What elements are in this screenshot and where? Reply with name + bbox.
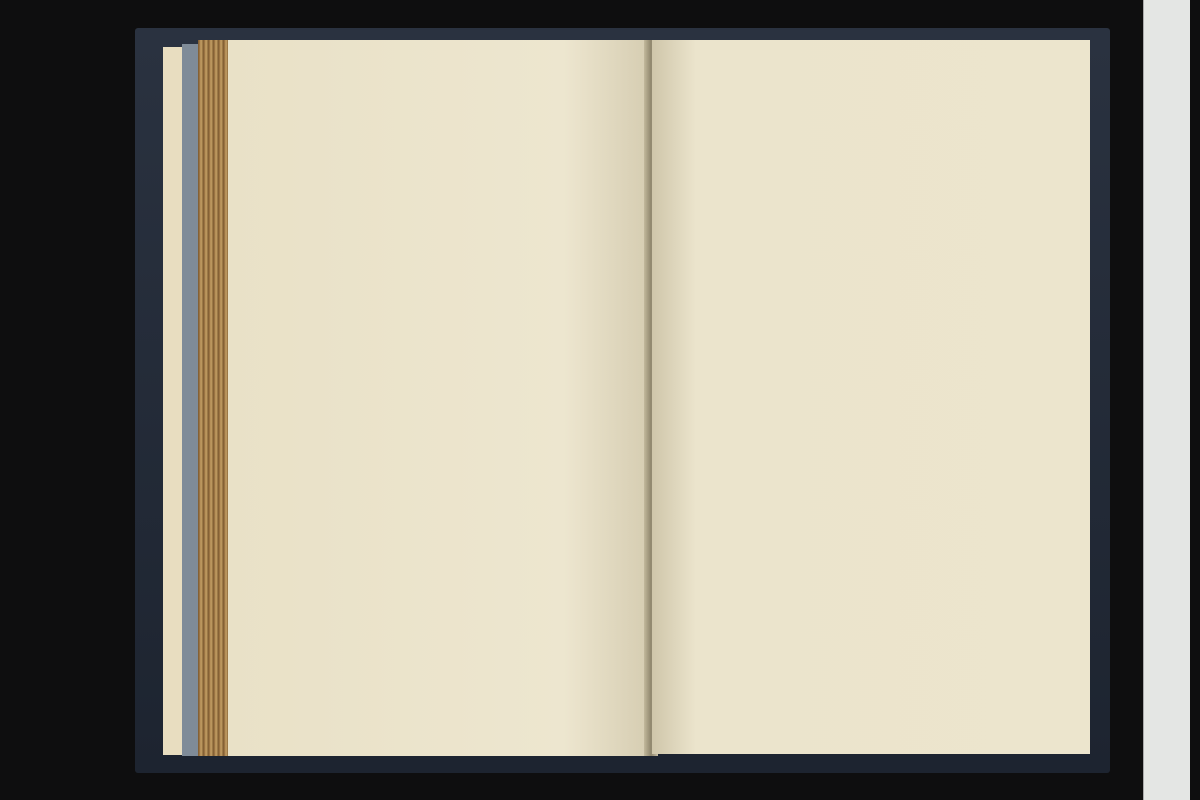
left-page bbox=[228, 40, 648, 756]
page-block-edge bbox=[198, 40, 232, 756]
right-page bbox=[652, 40, 1090, 754]
scale-ruler bbox=[1143, 0, 1190, 800]
